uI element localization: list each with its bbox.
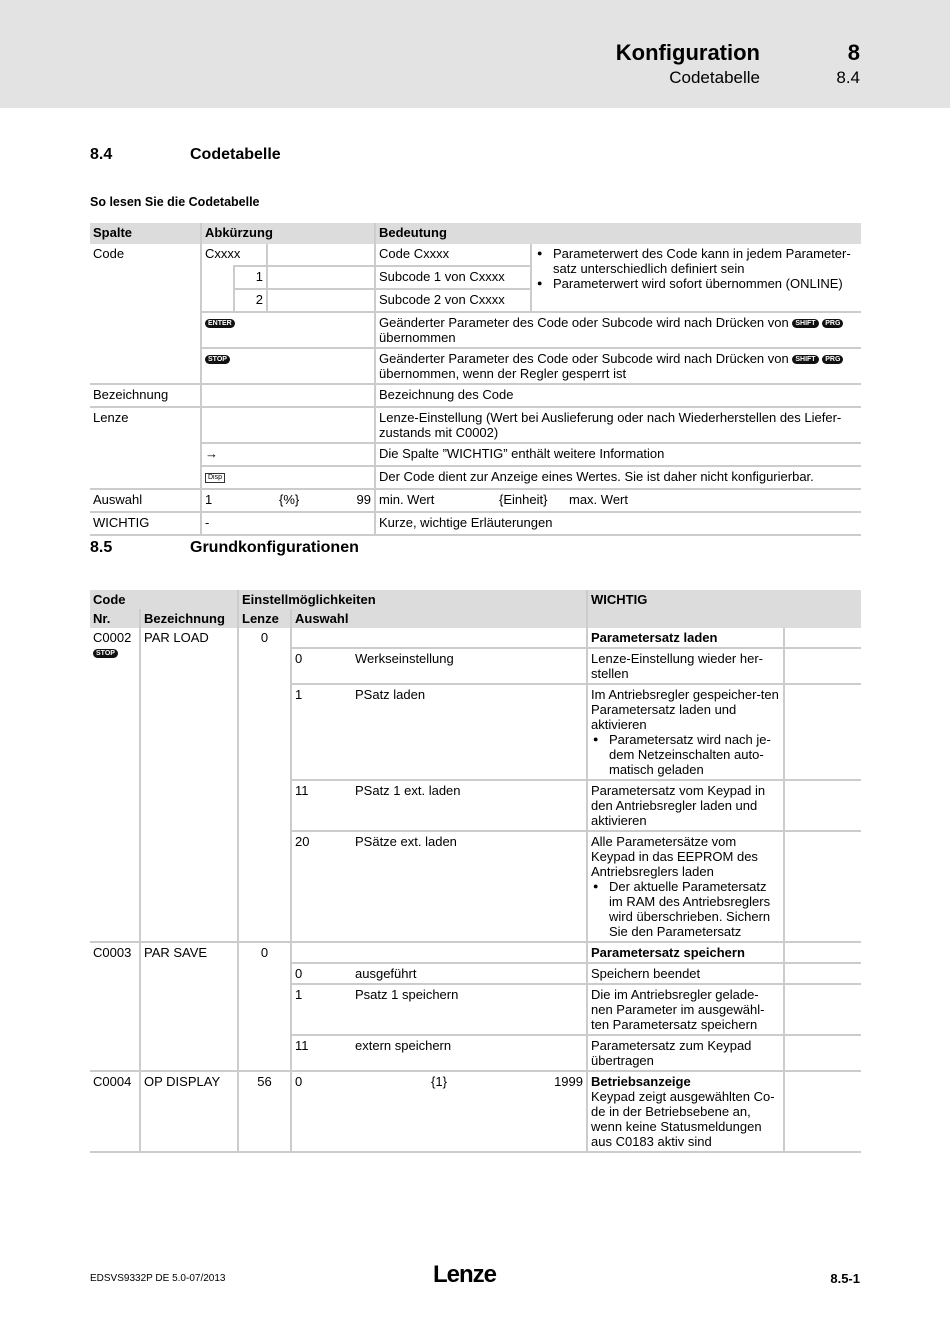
shift-key-icon: SHIFT: [792, 319, 818, 328]
cell-lenze: Lenze: [93, 410, 129, 425]
lenze-logo: Lenze: [433, 1261, 497, 1288]
cell-c0002-lenze: 0: [238, 628, 291, 942]
cell-option: PSatz laden: [355, 687, 426, 702]
cell-c0003-head: Parametersatz speichern: [587, 942, 784, 963]
cell-value: 0: [295, 966, 303, 981]
th-bezeichnung: Bezeichnung: [140, 609, 238, 628]
cell-code: Code: [93, 246, 125, 261]
cell-bezeichnung-text: Bezeichnung des Code: [375, 384, 861, 407]
cell-c0002-head: Parametersatz laden: [587, 628, 784, 648]
cell-code-notes: [531, 244, 861, 312]
cell-c0003-bez: PAR SAVE: [140, 942, 238, 1071]
prg-key-icon: PRG: [822, 355, 843, 364]
stop-key-icon: STOP: [205, 355, 230, 364]
cell-subcode-2-num: 2: [234, 289, 267, 312]
cell-wichtig-abbr: -: [201, 512, 375, 535]
disp-icon: Disp: [205, 473, 225, 483]
cell-bezeichnung: Bezeichnung: [93, 387, 169, 402]
cell-note: Im Antriebsregler gespeicher-ten Parametersatz laden und aktivieren ● Parametersatz wird nach je-dem Netzeinschalten auto-matisch geladen: [587, 684, 784, 780]
grundkonfiguration-table: [90, 590, 861, 1153]
header-section: 8.4: [836, 68, 860, 87]
bullet-item: ● Parametersatz wird nach je-dem Netzeinschalten auto-matisch geladen: [591, 732, 780, 777]
code-legend-table: [90, 223, 861, 536]
page-header: [0, 0, 950, 108]
cell-disp-text: Der Code dient zur Anzeige eines Wertes. Sie ist daher nicht konfigurierbar.: [375, 466, 861, 489]
section-title: Codetabelle: [190, 146, 281, 163]
cell-option: ausgeführt: [355, 966, 417, 981]
cell-value: 11: [295, 783, 309, 798]
th-spalte: Spalte: [93, 225, 133, 240]
cell-auswahl: Auswahl: [93, 492, 143, 507]
bullet-item: ● Parameterwert wird sofort übernommen (ONLINE): [535, 276, 858, 291]
section-number: 8.4: [90, 146, 113, 163]
bullet-item: ● Parameterwert des Code kann in jedem Parameter-satz unterschiedlich definiert sein: [535, 246, 858, 276]
cell-c0004-nr: C0004: [90, 1071, 140, 1152]
cell-note: Lenze-Einstellung wieder her-stellen: [587, 648, 784, 684]
cell-value: 0: [295, 651, 303, 666]
cell-note: Alle Parametersätze vom Keypad in das EEPROM des Antriebsreglers laden ● Der aktuelle Parametersatz im RAM des Antriebsreglers wird überschrieben. Sichern Sie den Parametersatz: [587, 831, 784, 942]
th-wichtig: WICHTIG: [587, 590, 861, 628]
cell-stop-text: Geänderter Parameter des Code oder Subcode wird nach Drücken von SHIFT PRG übernommen, wenn der Regler gesperrt ist: [375, 348, 861, 384]
cell-c0002-bez: PAR LOAD: [140, 628, 238, 942]
cell-c0004-bez: OP DISPLAY: [140, 1071, 238, 1152]
cell-c0003-lenze: 0: [238, 942, 291, 1071]
cell-lenze-text: Lenze-Einstellung (Wert bei Auslieferung oder nach Wiederherstellen des Liefer-zustands mit C0002): [375, 407, 861, 443]
cell-wichtig: WICHTIG: [93, 515, 150, 530]
cell-auswahl-range: 1 {%} 99: [201, 489, 375, 512]
bullet-item: ● Der aktuelle Parametersatz im RAM des Antriebsreglers wird überschrieben. Sichern Sie den Parametersatz: [591, 879, 780, 939]
cell-note: Die im Antriebsregler gelade-nen Parameter im ausgewähl-ten Parametersatz speichern: [587, 984, 784, 1035]
cell-c0004-note: Betriebsanzeige Keypad zeigt ausgewählten Co-de in der Betriebsebene an, wenn keine Statusmeldungen aus C0183 aktiv sind: [587, 1071, 784, 1152]
cell-cxxxx: Cxxxx: [201, 244, 267, 266]
shift-key-icon: SHIFT: [792, 355, 818, 364]
cell-note: Parametersatz zum Keypad übertragen: [587, 1035, 784, 1071]
cell-enter-text: Geänderter Parameter des Code oder Subcode wird nach Drücken von SHIFT PRG übernommen: [375, 312, 861, 348]
th-code: Code: [93, 592, 126, 607]
stop-key-icon: STOP: [93, 649, 118, 658]
header-title: Konfiguration: [615, 40, 760, 65]
cell-note: Parametersatz vom Keypad in den Antriebsregler laden und aktivieren: [587, 780, 784, 831]
cell-subcode-2: Subcode 2 von Cxxxx: [375, 289, 531, 312]
th-auswahl: Auswahl: [291, 609, 587, 628]
cell-value: 11: [295, 1038, 309, 1053]
cell-option: PSätze ext. laden: [355, 834, 457, 849]
enter-key-icon: ENTER: [205, 319, 235, 328]
th-abkuerzung: Abkürzung: [201, 223, 375, 244]
header-chapter: 8: [847, 40, 860, 65]
cell-code-cxxxx: Code Cxxxx: [375, 244, 531, 266]
cell-note: Speichern beendet: [587, 963, 784, 984]
cell-option: Werkseinstellung: [355, 651, 454, 666]
th-nr: Nr.: [93, 611, 111, 626]
th-einstellmoeglichkeiten: Einstellmöglichkeiten: [238, 590, 587, 609]
cell-c0004-range: 0 {1} 1999: [295, 1074, 583, 1089]
cell-option: extern speichern: [355, 1038, 452, 1053]
document-id: EDSVS9332P DE 5.0-07/2013: [90, 1273, 226, 1284]
cell-wichtig-text: Kurze, wichtige Erläuterungen: [375, 512, 861, 535]
cell-value: 1: [295, 987, 303, 1002]
cell-option: PSatz 1 ext. laden: [355, 783, 461, 798]
cell-arrow-text: Die Spalte ”WICHTIG” enthält weitere Information: [375, 443, 861, 466]
cell-c0002-nr: C0002 STOP: [90, 628, 140, 942]
cell-c0004-lenze: 56: [238, 1071, 291, 1152]
cell-option: Psatz 1 speichern: [355, 987, 459, 1002]
section-number: 8.5: [90, 539, 113, 556]
cell-c0003-nr: C0003: [90, 942, 140, 1071]
prg-key-icon: PRG: [822, 319, 843, 328]
cell-value: 1: [295, 687, 303, 702]
arrow-right-icon: →: [201, 443, 375, 466]
lead-text: So lesen Sie die Codetabelle: [90, 195, 260, 209]
th-lenze: Lenze: [238, 609, 291, 628]
header-subtitle: Codetabelle: [669, 68, 760, 87]
cell-value: 20: [295, 834, 310, 849]
th-bedeutung: Bedeutung: [375, 223, 861, 244]
page-number: 8.5-1: [830, 1271, 860, 1286]
cell-subcode-1: Subcode 1 von Cxxxx: [375, 266, 531, 289]
cell-auswahl-meaning: min. Wert {Einheit} max. Wert: [375, 489, 861, 512]
section-title: Grundkonfigurationen: [190, 539, 359, 556]
cell-subcode-1-num: 1: [234, 266, 267, 289]
